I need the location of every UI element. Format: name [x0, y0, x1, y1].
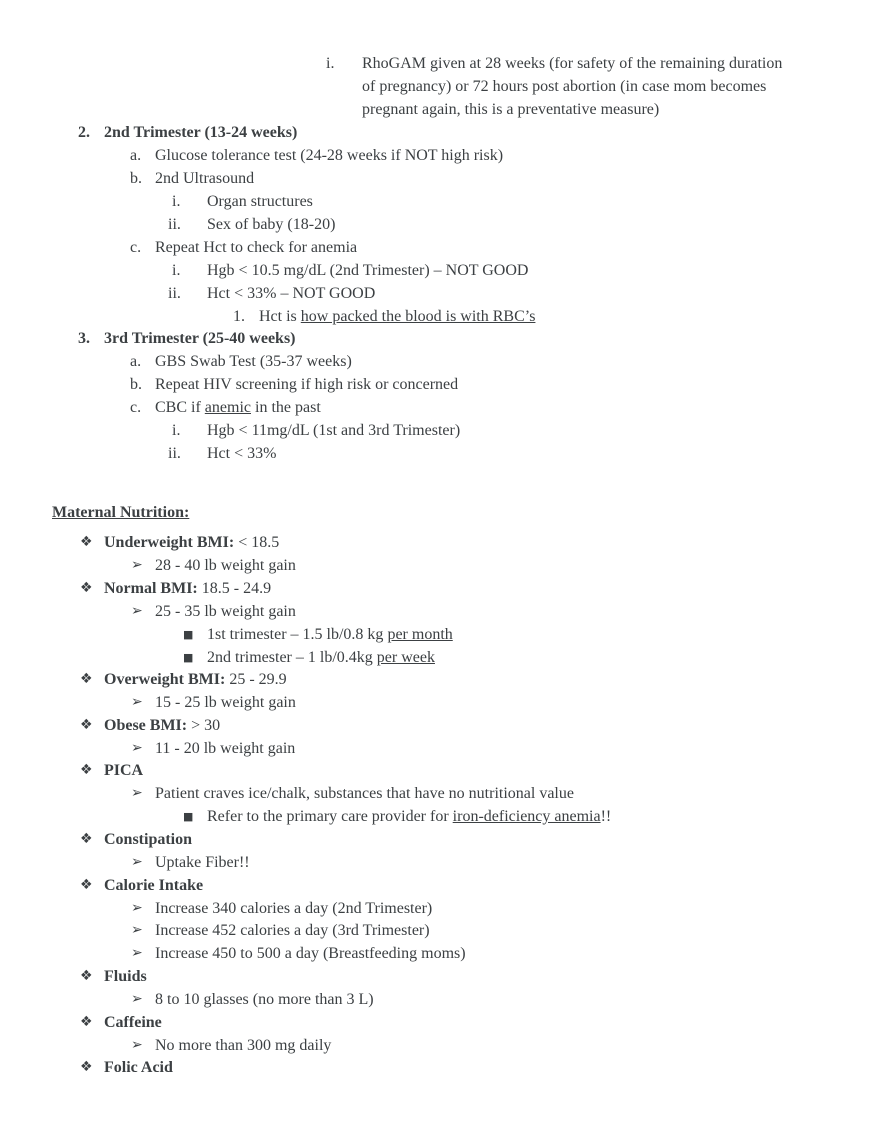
list-marker: 2.	[78, 124, 90, 141]
first-trimester-gain-prefix: 1st trimester – 1.5 lb/0.8 kg	[207, 626, 388, 643]
hct-definition-underlined: how packed the blood is with RBC’s	[300, 308, 536, 325]
second-trimester-gain-underlined: per week	[376, 649, 435, 666]
diamond-bullet-icon: ❖	[80, 762, 93, 778]
pica-referral-underlined: iron-deficiency anemia	[452, 808, 601, 825]
hgb-item: Hgb < 10.5 mg/dL (2nd Trimester) – NOT GOOD	[207, 262, 529, 279]
arrow-bullet-icon: ➢	[131, 1037, 143, 1053]
list-marker: a.	[130, 147, 142, 164]
diamond-bullet-icon: ❖	[80, 671, 93, 687]
hct-definition-item	[259, 305, 535, 328]
second-trimester-gain	[207, 646, 435, 669]
arrow-bullet-icon: ➢	[131, 557, 143, 573]
first-trimester-gain	[207, 623, 453, 646]
diamond-bullet-icon: ❖	[80, 968, 93, 984]
overweight-label: Overweight BMI:	[104, 671, 226, 688]
underweight-label: Underweight BMI:	[104, 534, 235, 551]
caffeine-label: Caffeine	[104, 1014, 162, 1031]
folic-acid-label: Folic Acid	[104, 1059, 173, 1076]
normal-item	[104, 577, 271, 600]
obese-gain: 11 - 20 lb weight gain	[155, 740, 296, 757]
fluids-label: Fluids	[104, 968, 147, 985]
diamond-bullet-icon: ❖	[80, 831, 93, 847]
obese-label: Obese BMI:	[104, 717, 188, 734]
gbs-swab-item: GBS Swab Test (35-37 weeks)	[155, 353, 352, 370]
arrow-bullet-icon: ➢	[131, 603, 143, 619]
square-bullet-icon: ■	[183, 651, 194, 664]
list-marker: c.	[130, 399, 142, 416]
glucose-test-item: Glucose tolerance test (24-28 weeks if NOT high risk)	[155, 147, 504, 164]
cbc-underlined: anemic	[204, 399, 251, 416]
arrow-bullet-icon: ➢	[131, 945, 143, 961]
rhogam-line-2: of pregnancy) or 72 hours post abortion (in case mom becomes	[362, 78, 767, 95]
calorie-item: Increase 452 calories a day (3rd Trimester)	[155, 922, 430, 939]
second-trimester-gain-prefix: 2nd trimester – 1 lb/0.4kg	[207, 649, 377, 666]
list-marker: i.	[172, 422, 181, 439]
pica-referral-prefix: Refer to the primary care provider for	[207, 808, 453, 825]
constipation-tip: Uptake Fiber!!	[155, 854, 250, 871]
cbc-prefix: CBC if	[155, 399, 205, 416]
fluids-amount: 8 to 10 glasses (no more than 3 L)	[155, 991, 374, 1008]
list-marker: i.	[172, 193, 181, 210]
arrow-bullet-icon: ➢	[131, 854, 143, 870]
pica-description: Patient craves ice/chalk, substances that have no nutritional value	[155, 785, 574, 802]
calorie-intake-label: Calorie Intake	[104, 877, 204, 894]
diamond-bullet-icon: ❖	[80, 580, 93, 596]
pica-referral-suffix: !!	[600, 808, 612, 825]
list-marker: a.	[130, 353, 142, 370]
list-marker: b.	[130, 376, 142, 393]
arrow-bullet-icon: ➢	[131, 694, 143, 710]
third-trimester-heading: 3rd Trimester (25-40 weeks)	[104, 330, 296, 347]
maternal-nutrition-heading: Maternal Nutrition:	[52, 504, 190, 521]
caffeine-limit: No more than 300 mg daily	[155, 1037, 332, 1054]
list-marker: i.	[172, 262, 181, 279]
list-marker: 1.	[233, 308, 245, 325]
rhogam-line-1: RhoGAM given at 28 weeks (for safety of the remaining duration	[362, 55, 783, 72]
list-marker: ii.	[168, 216, 181, 233]
square-bullet-icon: ■	[183, 810, 194, 823]
obese-item	[104, 714, 220, 737]
list-marker: i.	[326, 55, 335, 72]
ultrasound-item: 2nd Ultrasound	[155, 170, 255, 187]
list-marker: 3.	[78, 330, 90, 347]
diamond-bullet-icon: ❖	[80, 1014, 93, 1030]
normal-gain: 25 - 35 lb weight gain	[155, 603, 296, 620]
calorie-item: Increase 340 calories a day (2nd Trimester)	[155, 900, 433, 917]
cbc-item	[155, 396, 321, 419]
hgb-third-item: Hgb < 11mg/dL (1st and 3rd Trimester)	[207, 422, 461, 439]
calorie-item: Increase 450 to 500 a day (Breastfeeding moms)	[155, 945, 466, 962]
hct-definition-prefix: Hct is	[259, 308, 301, 325]
diamond-bullet-icon: ❖	[80, 717, 93, 733]
second-trimester-heading: 2nd Trimester (13-24 weeks)	[104, 124, 298, 141]
hct-third-item: Hct < 33%	[207, 445, 277, 462]
arrow-bullet-icon: ➢	[131, 900, 143, 916]
normal-label: Normal BMI:	[104, 580, 198, 597]
list-marker: ii.	[168, 285, 181, 302]
hct-item: Hct < 33% – NOT GOOD	[207, 285, 376, 302]
pica-referral	[207, 805, 611, 828]
square-bullet-icon: ■	[183, 628, 194, 641]
underweight-gain: 28 - 40 lb weight gain	[155, 557, 296, 574]
list-marker: c.	[130, 239, 142, 256]
normal-value: 18.5 - 24.9	[197, 580, 272, 597]
list-marker: b.	[130, 170, 142, 187]
pica-label: PICA	[104, 762, 144, 779]
arrow-bullet-icon: ➢	[131, 922, 143, 938]
underweight-item	[104, 531, 279, 554]
arrow-bullet-icon: ➢	[131, 785, 143, 801]
organ-structures-item: Organ structures	[207, 193, 313, 210]
arrow-bullet-icon: ➢	[131, 740, 143, 756]
arrow-bullet-icon: ➢	[131, 991, 143, 1007]
hiv-screening-item: Repeat HIV screening if high risk or concerned	[155, 376, 459, 393]
cbc-suffix: in the past	[251, 399, 321, 416]
overweight-value: 25 - 29.9	[225, 671, 287, 688]
diamond-bullet-icon: ❖	[80, 534, 93, 550]
sex-of-baby-item: Sex of baby (18-20)	[207, 216, 336, 233]
constipation-label: Constipation	[104, 831, 193, 848]
underweight-value: < 18.5	[234, 534, 280, 551]
list-marker: ii.	[168, 445, 181, 462]
first-trimester-gain-underlined: per month	[387, 626, 453, 643]
repeat-hct-item: Repeat Hct to check for anemia	[155, 239, 358, 256]
overweight-item	[104, 668, 287, 691]
rhogam-line-3: pregnant again, this is a preventative measure)	[362, 101, 660, 118]
diamond-bullet-icon: ❖	[80, 1059, 93, 1075]
overweight-gain: 15 - 25 lb weight gain	[155, 694, 296, 711]
obese-value: > 30	[187, 717, 221, 734]
diamond-bullet-icon: ❖	[80, 877, 93, 893]
